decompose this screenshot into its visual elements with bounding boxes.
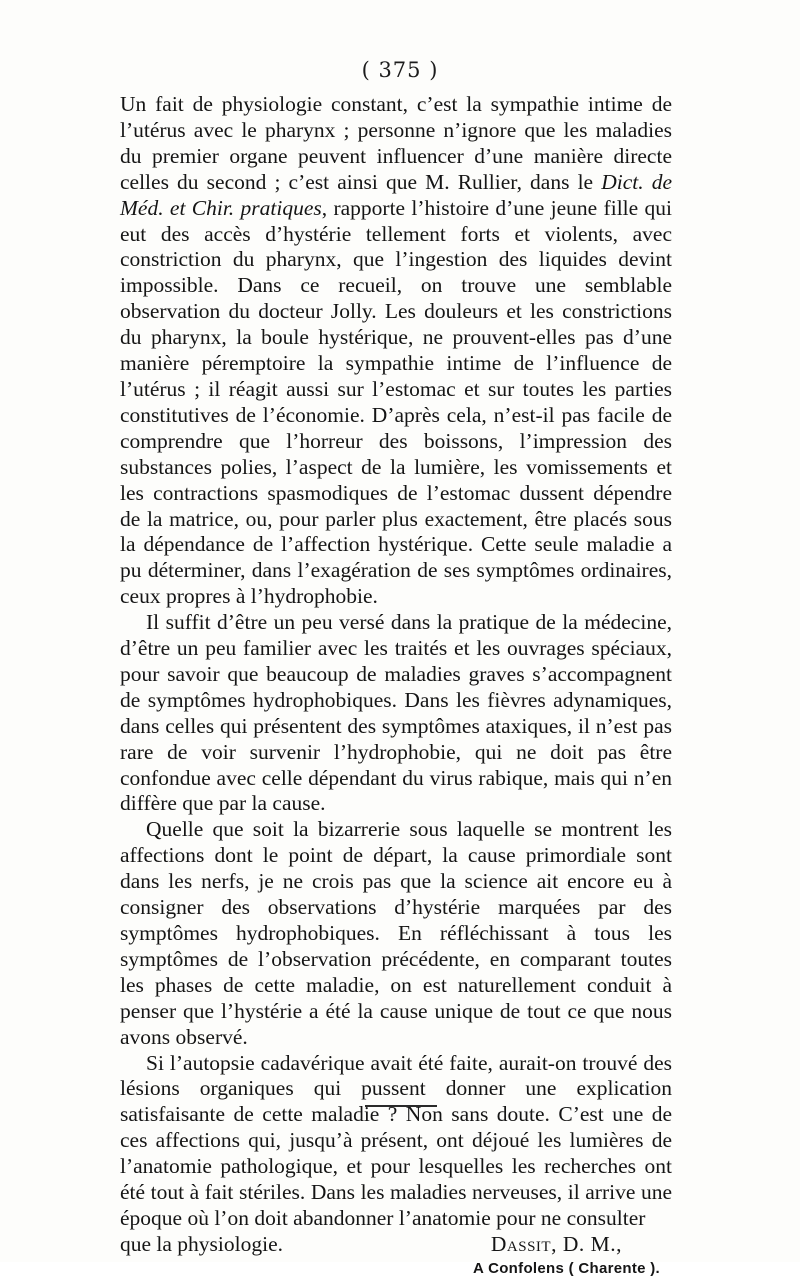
paragraph-2: Il suffit d’être un peu versé dans la pratique de la médecine, d’être un peu familier avec les traités et les ouvrages spéciaux, pour savoir que beaucoup de maladies graves s’accompagnent de symptômes hydrophobiques. Dans les fièvres adynamiques, dans celles qui présentent des symptômes ataxiques, il n’est pas rare de voir survenir l’hydrophobie, qui ne doit pas être confondue avec celle dépendant du virus rabique, mais qui n’en diffère que par la cause. bbox=[120, 610, 672, 816]
closing-rule bbox=[365, 1105, 437, 1107]
paragraph-1 bbox=[120, 92, 672, 610]
signature-line bbox=[120, 1232, 672, 1258]
author-signature bbox=[491, 1232, 622, 1258]
dictionary-title: Dict. de Méd. et Chir. pratiques bbox=[120, 169, 672, 220]
page-number: ( 375 ) bbox=[361, 58, 439, 82]
author-location: A Confolens ( Charente ). bbox=[473, 1259, 660, 1277]
closing-text: que la physiologie. bbox=[120, 1231, 284, 1256]
paragraph-4: Si l’autopsie cadavérique avait été faite, aurait-on trouvé des lésions organiques qui pussent donner une explication satisfaisante de cette maladie ? Non sans doute. C’est une de ces affections qui, jusqu’à présent, ont déjoué les lumières de l’anatomie pathologique, et pour lesquelles les recherches ont été tout à fait stériles. Dans les maladies nerveuses, il arrive une époque où l’on doit abandonner l’anatomie pour ne consulter bbox=[120, 1050, 672, 1230]
author-title: , D. M., bbox=[551, 1231, 622, 1256]
paragraph-1-text: Un fait de physiologie constant, c’est la sympathie intime de l’utérus avec le pharynx ; personne n’ignore que les maladies du premier organe peuvent influencer d’une manière directe celles du second ; c’est ainsi que M. Rullier, dans le bbox=[120, 92, 672, 194]
author-name: Dassit bbox=[490, 1231, 552, 1256]
paragraph-3: Quelle que soit la bizarrerie sous laquelle se montrent les affections dont le point de départ, la cause primordiale sont dans les nerfs, je ne crois pas que la science ait encore eu à consigner des observations d’hystérie marquées par des symptômes hydrophobiques. En réfléchissant à tous les symptômes de l’observation précédente, en comparant toutes les phases de cette maladie, on est naturellement conduit à penser que l’hystérie a été la cause unique de tout ce que nous avons observé. bbox=[120, 817, 672, 1049]
article-body bbox=[120, 92, 672, 1280]
paragraph-1-rest: , rapporte l’histoire d’une jeune fille qui eut des accès d’hystérie tellement forts et violents, avec constriction du pharynx, que l’ingestion des liquides devint impossible. Dans ce recueil, on trouve une semblable observation du docteur Jolly. Les douleurs et les constrictions du pharynx, la boule hystérique, ne prouvent-elles pas d’une manière péremptoire la sympathie intime de l’influence de l’utérus ; il réagit aussi sur l’estomac et sur toutes les parties constitutives de l’économie. D’après cela, n’est-il pas facile de comprendre que l’horreur des boissons, l’impression des substances polies, l’aspect de la lumière, les vomissements et les contractions spasmodiques de l’estomac dussent dépendre de la matrice, ou, pour parler plus exactement, être placés sous la dépendance de l’affection hystérique. Cette seule maladie a pu déterminer, dans l’exagération de ses symptômes ordinaires, ceux propres à l’hydrophobie. bbox=[120, 195, 672, 609]
